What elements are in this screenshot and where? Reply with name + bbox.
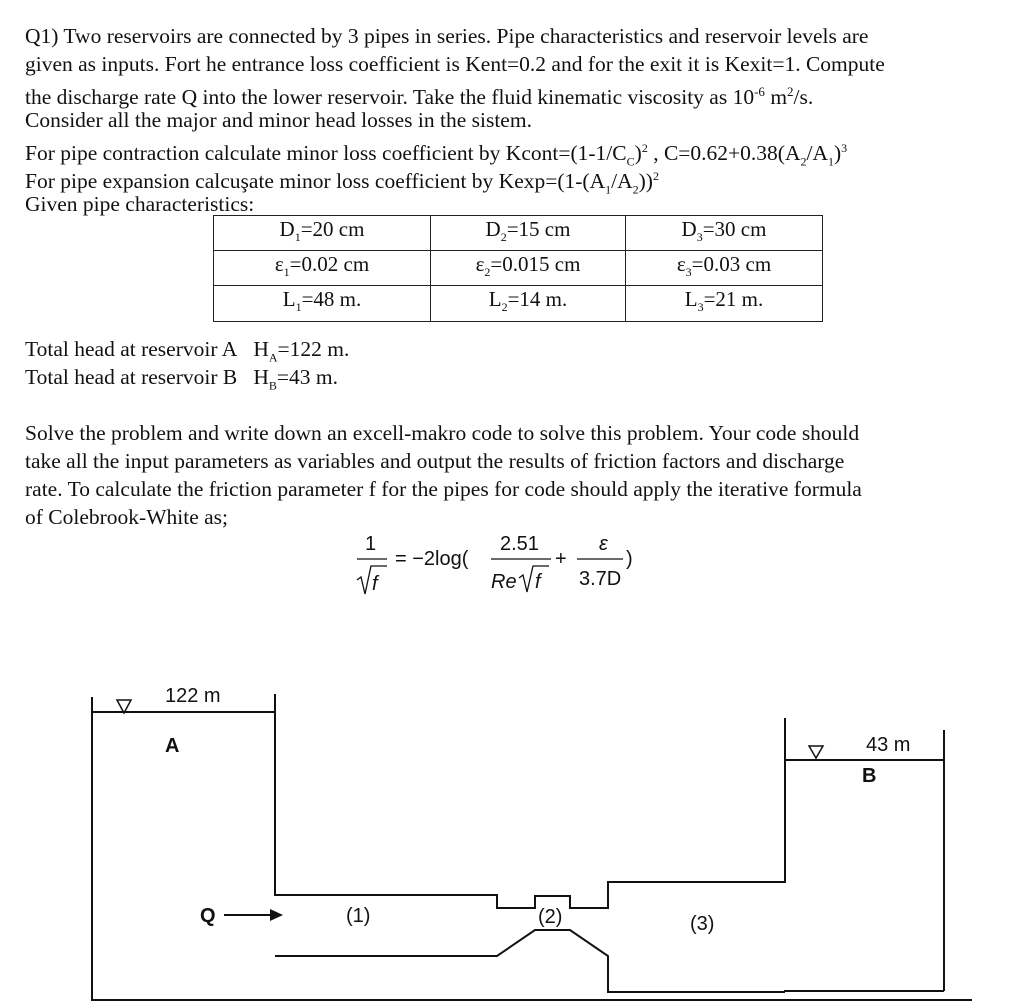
formula-numerator-one: 1 xyxy=(365,533,377,555)
problem-line-2: given as inputs. Fort he entrance loss coefficient is Kent=0.2 and for the exit it is Kexit=1. Compute xyxy=(25,52,885,76)
table-row xyxy=(214,251,823,286)
head-reservoir-a: Total head at reservoir A $H_A=122$ m. xyxy=(25,337,350,365)
instruction-line-4: of Colebrook-White as; xyxy=(25,505,229,529)
water-level-b-icon xyxy=(809,746,823,758)
table-cell: $L_3=21$ m. xyxy=(626,286,823,321)
formula-epsilon: ε xyxy=(599,533,608,555)
pipe-lower-wall xyxy=(275,928,944,1000)
table-cell: $L_2=14$ m. xyxy=(431,286,626,321)
expansion-formula-line: For pipe expansion calcuşate minor loss coefficient by $Kexp=(1-(A_1/A_2))^2$ xyxy=(25,169,659,197)
reservoir-a-label: A xyxy=(165,735,180,757)
level-b-label: 43 m xyxy=(866,734,911,756)
formula-f-1: f xyxy=(372,573,378,595)
problem-line-1: Q1) Two reservoirs are connected by 3 pipes in series. Pipe characteristics and reservoir levels are xyxy=(25,24,869,48)
contraction-formula-line: For pipe contraction calculate minor loss coefficient by $Kcont=(1-1/C_C)^2$ , $C=0.62+0.38(A_2/A_1)^3$ xyxy=(25,141,848,169)
instruction-line-1: Solve the problem and write down an excell-makro code to solve this problem. Your code should xyxy=(25,421,860,445)
formula-close-paren: ) xyxy=(626,548,633,570)
level-a-label: 122 m xyxy=(165,685,221,707)
pipe-3-label: (3) xyxy=(690,913,715,935)
table-cell: $\varepsilon_2=0.015$ cm xyxy=(431,251,626,286)
formula-plus: + xyxy=(555,548,567,570)
pipe-lower-outline xyxy=(275,930,785,992)
table-cell: $D_2=15$ cm xyxy=(431,216,626,251)
flow-q-label: Q xyxy=(200,905,216,927)
table-cell: $L_1=48$ m. xyxy=(214,286,431,321)
problem-line-4: Consider all the major and minor head losses in the sistem. xyxy=(25,108,532,132)
table-cell: $\varepsilon_3=0.03$ cm xyxy=(626,251,823,286)
pipe-system-diagram xyxy=(0,660,1024,1004)
pipe-upper-wall xyxy=(275,718,785,908)
flow-arrow-icon xyxy=(270,909,283,921)
table-cell: $D_1=20$ cm xyxy=(214,216,431,251)
colebrook-white-formula xyxy=(355,528,675,604)
pipe-characteristics-table xyxy=(213,215,823,322)
formula-37d: 3.7D xyxy=(579,568,622,590)
head-reservoir-b: Total head at reservoir B $H_B=43$ m. xyxy=(25,365,338,393)
table-cell: $D_3=30$ cm xyxy=(626,216,823,251)
table-cell: $\varepsilon_1=0.02$ cm xyxy=(214,251,431,286)
formula-re: Re xyxy=(491,571,517,593)
instruction-line-2: take all the input parameters as variables and output the results of friction factors and discharge xyxy=(25,449,845,473)
pipe-2-label: (2) xyxy=(538,906,563,928)
given-heading: Given pipe characteristics: xyxy=(25,192,255,216)
reservoir-b-label: B xyxy=(862,765,877,787)
formula-numerator-251: 2.51 xyxy=(500,533,539,555)
pipe-1-label: (1) xyxy=(346,905,371,927)
formula-equals-log: = −2log( xyxy=(395,548,469,570)
reservoir-a-outline xyxy=(92,697,972,1000)
table-row xyxy=(214,216,823,251)
table-row xyxy=(214,286,823,321)
formula-f-2: f xyxy=(535,571,541,593)
problem-line-3: the discharge rate Q into the lower reservoir. Take the fluid kinematic viscosity as $10^{-6}$ $m^2/s$. xyxy=(25,84,814,110)
instruction-line-3: rate. To calculate the friction parameter f for the pipes for code should apply the iterative formula xyxy=(25,477,862,501)
